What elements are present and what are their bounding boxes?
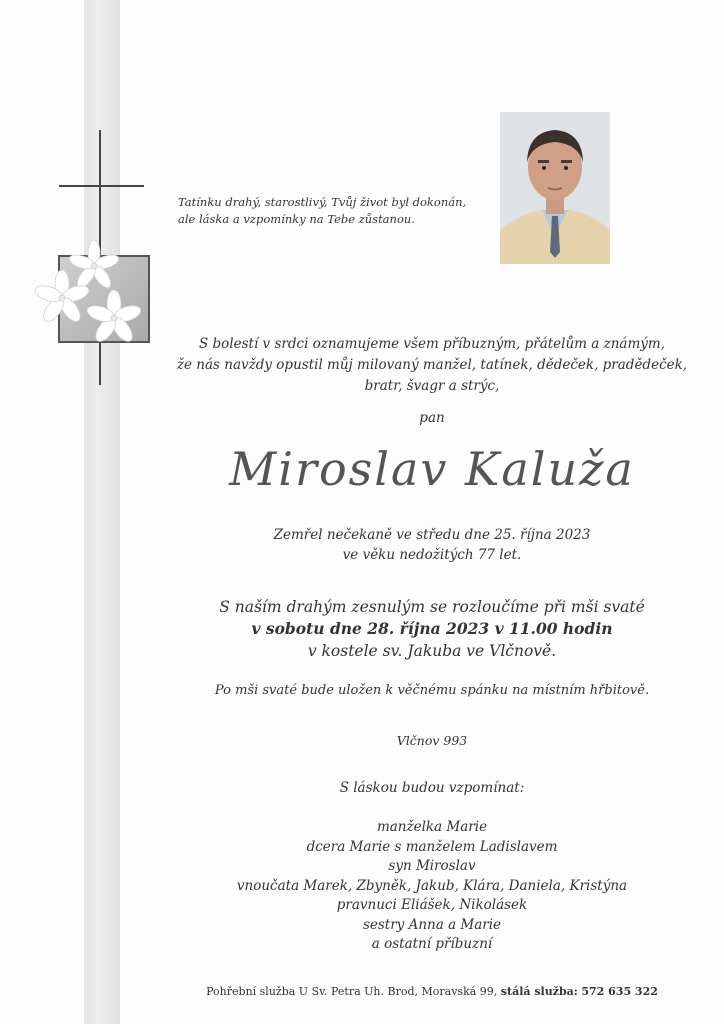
mourner-item: syn Miroslav bbox=[388, 858, 476, 874]
farewell-date: v sobotu dne 28. října 2023 v 11.00 hodin bbox=[251, 619, 613, 638]
mourner-item: pravnuci Eliášek, Nikolásek bbox=[336, 897, 528, 913]
announcement-line-3: bratr, švagr a strýc, bbox=[364, 378, 500, 394]
death-line-1: Zemřel nečekaně ve středu dne 25. října 2023 bbox=[273, 527, 591, 543]
farewell-place: v kostele sv. Jakuba ve Vlčnově. bbox=[307, 642, 557, 660]
burial-info: Po mši svaté bude uložen k věčnému spánku na místním hřbitově. bbox=[214, 683, 650, 698]
footer bbox=[140, 985, 724, 998]
portrait-photo bbox=[500, 112, 610, 264]
remember-title: S láskou budou vzpomínat: bbox=[339, 780, 525, 796]
cross-icon-bar bbox=[59, 185, 144, 187]
funeral-company: Pohřební služba U Sv. Petra Uh. Brod, Moravská 99, bbox=[206, 985, 498, 998]
lily-flowers-icon bbox=[34, 238, 154, 353]
announcement-line-1: S bolestí v srdci oznamujeme všem příbuzným, přátelům a známým, bbox=[198, 336, 665, 352]
mourner-item: vnoučata Marek, Zbyněk, Jakub, Klára, Daniela, Kristýna bbox=[236, 877, 628, 894]
farewell-line-1: S naším drahým zesnulým se rozloučíme při mši svaté bbox=[219, 598, 645, 616]
announcement bbox=[140, 334, 724, 397]
address: Vlčnov 993 bbox=[396, 733, 468, 748]
mourners-list bbox=[140, 818, 724, 955]
mourner-item: dcera Marie s manželem Ladislavem bbox=[306, 838, 558, 855]
death-line-2: ve věku nedožitých 77 let. bbox=[342, 547, 522, 563]
intro-line-2: ale láska a vzpomínky na Tebe zůstanou. bbox=[178, 212, 415, 226]
intro-line-1: Tatínku drahý, starostlivý, Tvůj život byl dokonán, bbox=[178, 195, 467, 209]
announcement-line-2: že nás navždy opustil můj milovaný manžel, tatínek, dědeček, pradědeček, bbox=[176, 357, 688, 373]
decorative-stripe bbox=[84, 0, 120, 1024]
deceased-name: Miroslav Kaluža bbox=[229, 442, 635, 496]
mourner-item: a ostatní příbuzní bbox=[371, 936, 493, 952]
death-info bbox=[140, 525, 724, 565]
service-label: stálá služba: bbox=[500, 985, 578, 998]
intro-verse bbox=[178, 194, 478, 228]
mourner-item: sestry Anna a Marie bbox=[362, 916, 502, 933]
honorific: pan bbox=[419, 410, 445, 426]
service-phone: 572 635 322 bbox=[581, 985, 658, 998]
mourner-item: manželka Marie bbox=[376, 819, 488, 835]
farewell-info bbox=[140, 596, 724, 662]
